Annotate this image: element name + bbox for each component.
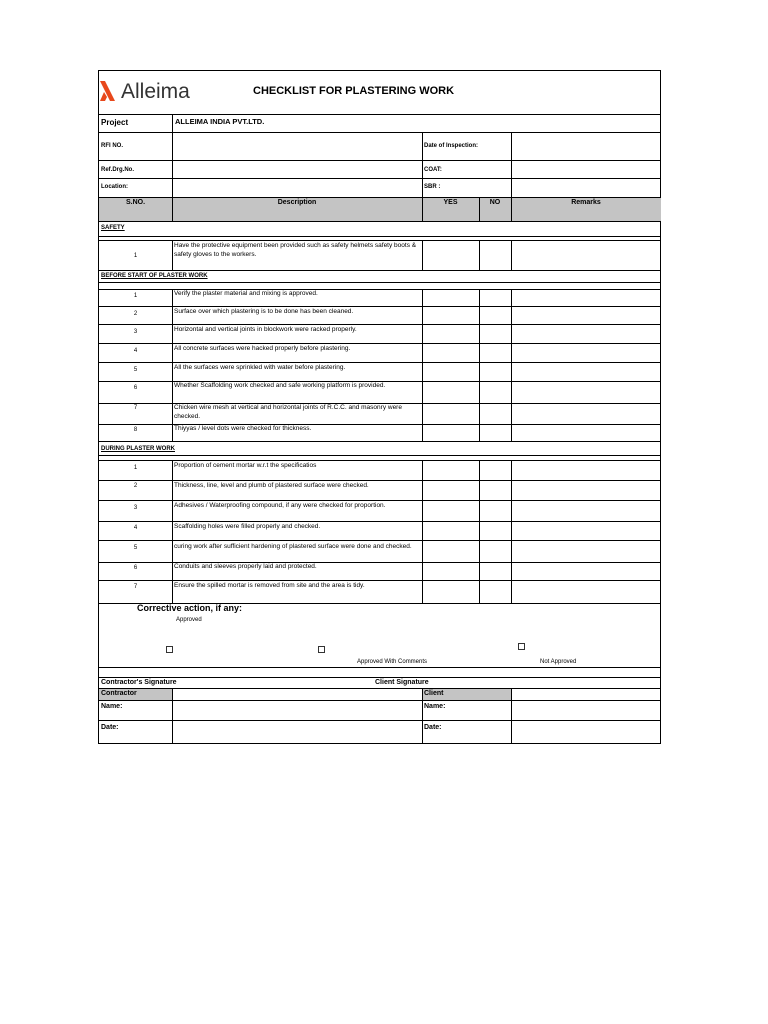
section-title-safety: SAFETY	[101, 225, 125, 231]
row-description: Horizontal and vertical joints in blockwork were racked properly.	[174, 326, 357, 333]
row-sno: 5	[133, 367, 138, 373]
row-sno: 2	[133, 483, 138, 489]
row-description: Thickness, line, level and plumb of plastered surface were checked.	[174, 482, 369, 489]
contractor-date-label: Date:	[101, 724, 119, 731]
approved-with-comments-checkbox[interactable]	[318, 646, 325, 653]
approved-label: Approved	[176, 617, 202, 623]
rfi-label: RFI NO.	[101, 143, 123, 149]
grid-hline	[98, 720, 661, 721]
grid-hline	[98, 114, 661, 115]
grid-vline	[511, 688, 512, 744]
grid-hline	[98, 282, 661, 283]
row-sno: 3	[133, 505, 138, 511]
grid-hline	[98, 236, 661, 237]
grid-vline	[422, 460, 423, 603]
row-description: Surface over which plastering is to be done has been cleaned.	[174, 308, 354, 315]
row-description: Conduits and sleeves properly laid and protected.	[174, 563, 317, 570]
row-description: Proportion of cement mortar w.r.t the specificatios	[174, 462, 317, 469]
logo-text: Alleima	[121, 80, 190, 103]
client-signature-label: Client Signature	[375, 679, 429, 686]
col-remarks: Remarks	[571, 199, 601, 206]
grid-vline	[479, 240, 480, 270]
contractor-label: Contractor	[101, 690, 137, 697]
col-description: Description	[277, 199, 317, 206]
grid-hline	[98, 455, 661, 456]
grid-hline	[98, 270, 661, 271]
location-label: Location:	[101, 184, 128, 190]
row-description: Scaffolding holes were filled properly and checked.	[174, 523, 321, 530]
grid-hline	[98, 700, 661, 701]
client-date-label: Date:	[424, 724, 442, 731]
approved-with-comments-label: Approved With Comments	[357, 659, 428, 665]
grid-hline	[98, 667, 661, 668]
row-description: Adhesives / Waterproofing compound, if any were checked for proportion.	[174, 502, 386, 509]
grid-vline	[511, 460, 512, 603]
date-of-inspection-label: Date of Inspection:	[424, 143, 479, 149]
grid-vline	[422, 289, 423, 441]
row-description: All the surfaces were sprinkled with water before plastering.	[174, 364, 346, 371]
grid-vline	[511, 240, 512, 270]
row-description: Thiyyas / level dots were checked for thickness.	[174, 425, 312, 432]
approved-checkbox[interactable]	[166, 646, 173, 653]
col-yes: YES	[443, 199, 458, 206]
client-label: Client	[424, 690, 444, 697]
row-sno: 6	[133, 565, 138, 571]
row-description: All concrete surfaces were hacked properly before plastering.	[174, 345, 351, 352]
grid-hline	[98, 132, 661, 133]
grid-vline	[479, 460, 480, 603]
grid-hline	[98, 221, 661, 222]
row-sno: 1	[133, 293, 138, 299]
col-sno: S.NO.	[125, 199, 146, 206]
row-sno: 8	[133, 427, 138, 433]
logo-mark-icon	[99, 80, 117, 102]
contractor-signature-label: Contractor's Signature	[101, 679, 177, 686]
row-sno: 7	[133, 584, 138, 590]
row-sno: 3	[133, 329, 138, 335]
row-description: Have the protective equipment been provided such as safety helmets safety boots & safety gloves to the workers.	[174, 242, 417, 258]
grid-hline	[98, 677, 661, 678]
row-sno: 4	[133, 525, 138, 531]
grid-vline	[479, 289, 480, 441]
row-description: Ensure the spilled mortar is removed from site and the area is tidy.	[174, 582, 365, 589]
grid-hline	[98, 178, 661, 179]
page-title: CHECKLIST FOR PLASTERING WORK	[253, 85, 455, 97]
row-sno: 5	[133, 545, 138, 551]
ref-drg-label: Ref.Drg.No.	[101, 167, 134, 173]
grid-vline	[422, 688, 423, 744]
grid-vline	[172, 460, 173, 603]
row-sno: 4	[133, 348, 138, 354]
not-approved-checkbox[interactable]	[518, 643, 525, 650]
not-approved-label: Not Approved	[540, 659, 577, 665]
row-description: curing work after sufficient hardening of plastered surface were done and checked.	[174, 543, 412, 550]
row-sno: 1	[133, 253, 138, 259]
grid-hline	[98, 540, 661, 541]
grid-vline	[172, 240, 173, 270]
sbr-label: SBR :	[424, 184, 441, 190]
row-description: Whether Scaffolding work checked and safe working platform is provided.	[174, 382, 386, 389]
client-name-label: Name:	[424, 703, 446, 710]
grid-hline	[98, 197, 661, 198]
row-description: Verify the plaster material and mixing is approved.	[174, 290, 318, 297]
coat-label: COAT:	[424, 167, 442, 173]
contractor-name-label: Name:	[101, 703, 123, 710]
grid-vline	[511, 289, 512, 441]
grid-vline	[511, 132, 512, 221]
row-description: Chicken wire mesh at vertical and horizontal joints of R.C.C. and masonry were checked.	[174, 404, 402, 420]
row-sno: 1	[133, 465, 138, 471]
grid-hline	[98, 688, 661, 689]
project-label: Project	[101, 118, 129, 127]
col-no: NO	[489, 199, 501, 206]
row-sno: 7	[133, 405, 138, 411]
grid-vline	[422, 132, 423, 221]
corrective-action-title: Corrective action, if any:	[137, 603, 243, 613]
grid-hline	[98, 160, 661, 161]
section-title-during: DURING PLASTER WORK	[101, 446, 175, 452]
grid-vline	[172, 289, 173, 441]
row-sno: 2	[133, 311, 138, 317]
row-sno: 6	[133, 385, 138, 391]
grid-vline	[422, 240, 423, 270]
grid-hline	[98, 441, 661, 442]
section-title-before: BEFORE START OF PLASTER WORK	[101, 273, 208, 279]
project-value: ALLEIMA INDIA PVT.LTD.	[175, 117, 265, 126]
grid-vline	[172, 688, 173, 744]
